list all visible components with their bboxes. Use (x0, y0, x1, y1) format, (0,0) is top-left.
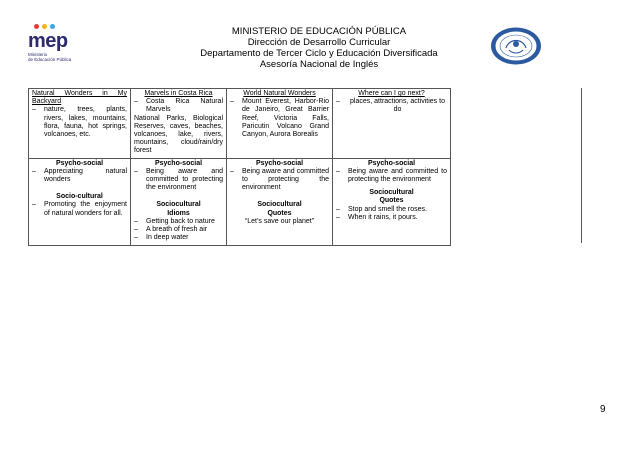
cell-heading: Psycho-social (55, 159, 104, 167)
cell-title: Natural Wonders in My Backyard (32, 90, 127, 106)
list-item: – Being aware and committed to protecting the environment (230, 167, 329, 192)
cell-text: National Parks, Biological Reserves, caves, beaches, volcanoes, lake, rivers, mountains, cloud/rain/dry forest (134, 114, 223, 155)
list-item: – Getting back to nature (134, 217, 215, 225)
list-item: – nature, trees, plants, rivers, lakes, mountains, flora, fauna, hot springs, volcanoes, etc. (32, 106, 127, 139)
cell-natural-wonders (29, 89, 131, 159)
advisory-title: Asesoría Nacional de Inglés (259, 59, 379, 70)
list-item: – Stop and smell the roses. (336, 205, 427, 213)
cell-title: Marvels in Costa Rica (144, 90, 213, 97)
cell-values-2 (131, 158, 227, 245)
department-title: Departamento de Tercer Ciclo y Educación Diversificada (200, 48, 438, 59)
list-item: – When it rains, it pours. (336, 213, 418, 221)
list-item: – A breath of fresh air (134, 226, 208, 234)
cell-subheading: Idioms (167, 209, 190, 217)
logo-subtitle: Ministerio de Educación Pública (28, 52, 72, 62)
table-row (29, 89, 451, 159)
cell-title: Where can I go next? (358, 90, 425, 97)
header-text (120, 26, 518, 70)
dpd-seal-icon (489, 26, 543, 66)
dash-icon: – (134, 98, 138, 106)
logo-dot-red (34, 24, 39, 29)
list-item: – Mount Everest, Harbor-Rio de Janeiro, Great Barrier Reef, Victoria Falls, Paricutin Volcano Grand Canyon, Aurora Borealis (230, 98, 329, 139)
cell-heading: Socio-cultural (56, 193, 103, 201)
dash-icon: – (134, 234, 138, 242)
list-item: – Costa Rica Natural Marvels (134, 98, 223, 114)
cell-where-next (333, 89, 451, 159)
page-number: 9 (600, 404, 606, 415)
cell-values-1 (29, 158, 131, 245)
list-item: – Being aware and committed to protecting the environment (134, 167, 223, 192)
dash-icon: – (336, 205, 340, 213)
quote-text: “Let’s save our planet” (244, 217, 315, 225)
content-table (28, 88, 451, 246)
list-item: – places, attractions, activities to do (336, 98, 445, 114)
dash-icon: – (134, 217, 138, 225)
page-header (0, 0, 638, 88)
logo-wordmark: mep (28, 30, 68, 52)
cell-values-4 (333, 158, 451, 245)
cell-heading: Psycho-social (154, 159, 203, 167)
dash-icon: – (32, 201, 36, 209)
cell-heading: Psycho-social (367, 159, 416, 167)
logo-dot-yellow (42, 24, 47, 29)
dash-icon: – (336, 213, 340, 221)
mep-logo (28, 26, 92, 66)
dash-icon: – (336, 98, 340, 106)
list-item: – Being aware and committed to protecting the environment (336, 167, 447, 184)
cell-title: World Natural Wonders (243, 90, 316, 97)
dash-icon: – (32, 167, 36, 175)
cell-values-3 (227, 158, 333, 245)
cell-marvels-costa-rica (131, 89, 227, 159)
list-item: – In deep water (134, 234, 189, 242)
cell-heading: Sociocultural (369, 189, 414, 197)
list-item: – Appreciating natural wonders (32, 167, 127, 184)
cell-subheading: Quotes (267, 209, 292, 217)
logo-dot-blue (50, 24, 55, 29)
dash-icon: – (336, 167, 340, 175)
table-row (29, 158, 451, 245)
dash-icon: – (230, 98, 234, 106)
cell-heading: Sociocultural (257, 201, 302, 209)
dash-icon: – (134, 226, 138, 234)
direction-title: Dirección de Desarrollo Curricular (247, 37, 391, 48)
table-right-border (581, 88, 582, 243)
cell-world-wonders (227, 89, 333, 159)
ministry-title: MINISTERIO DE EDUCACIÓN PÚBLICA (231, 26, 407, 37)
cell-heading: Sociocultural (156, 201, 201, 209)
cell-heading: Psycho-social (255, 159, 304, 167)
dash-icon: – (134, 167, 138, 175)
list-item: – Promoting the enjoyment of natural wonders for all. (32, 201, 127, 217)
dash-icon: – (32, 106, 36, 114)
cell-subheading: Quotes (379, 197, 404, 205)
dash-icon: – (230, 167, 234, 175)
